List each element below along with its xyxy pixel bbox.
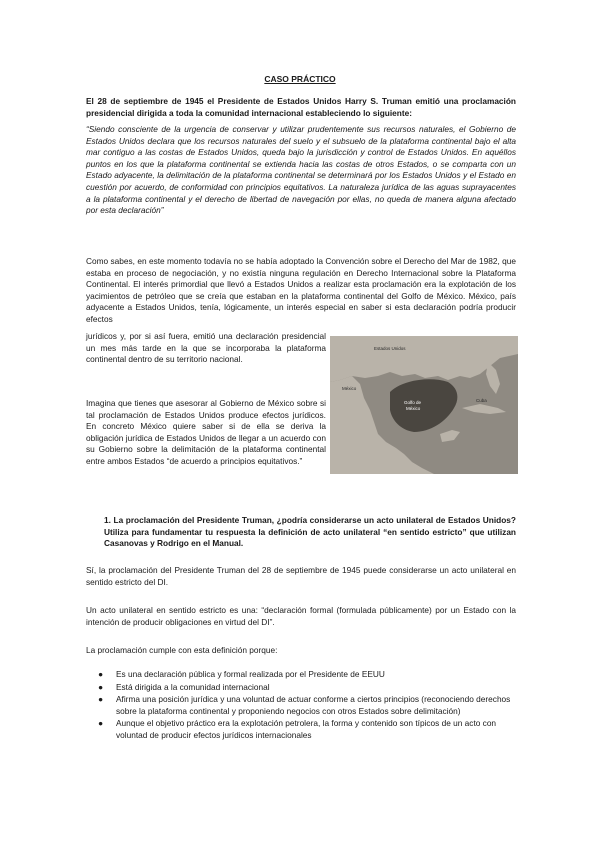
truman-quote: “Siendo consciente de la urgencia de conservar y utilizar prudentemente sus recursos naturales, el Gobierno de Estados Unidos declara que los recursos naturales del suelo y el subsuelo de la plataforma continental bajo el alta mar contiguo a las costas de Estados Unidos, queda bajo la jurisdicción y control de Estados Unidos. En aquéllos puntos en los que la plataforma continental se extienda hacia las costas de otros Estados, o se comparta con un Estado adyacente, la delimitación de la plataforma continental se determinará por los Estados Unidos y el Estado en cuestión por acuerdo, de conformidad con principios equitativos. La naturaleza jurídica de las aguas suprayacentes a la plataforma continental y el derecho de libertad de navegación por ellas, no queda de manera alguna afectado por esta declaración” [86, 124, 516, 216]
map-label-mexico: México [342, 386, 357, 391]
list-item-text: Es una declaración pública y formal realizada por el Presidente de EEUU [116, 669, 385, 679]
bullet-icon: ● [98, 694, 104, 705]
document-title: CASO PRÁCTICO [264, 74, 336, 84]
answer-bullet-list [86, 669, 516, 743]
context-paragraph-continued: jurídicos y, por si así fuera, emitió una declaración presidencial un mes más tarde en la que se incorporaba la plataforma continental dentro de su territorio nacional. [86, 331, 326, 365]
answer-paragraph-3: La proclamación cumple con esta definición porque: [86, 645, 278, 655]
context-paragraph: Como sabes, en este momento todavía no se había adoptado la Convención sobre el Derecho del Mar de 1982, que estaba en proceso de negociación, y no existía ninguna regulación en Derecho Internacional sobre la Plataforma Continental. El interés primordial que llevó a Estados Unidos a realizar esta proclamación era la explotación de los yacimientos de petróleo que se creía que estaban en la plataforma continental del Golfo de México. México, país adyacente a Estados Unidos, tenía, lógicamente, un interés especial en saber si esta declaración podría producir efectos [86, 256, 516, 324]
list-item [86, 718, 516, 741]
list-item-text: Afirma una posición jurídica y una voluntad de actuar conforme a ciertos principios (reconociendo derechos sobre la plataforma continental y proponiendo negocios con otros Estados sobre delimitación) [116, 694, 511, 716]
map-label-gulf-1: Golfo de [404, 400, 422, 405]
list-item-text: Está dirigida a la comunidad internacional [116, 681, 270, 692]
list-item-text: Aunque el objetivo práctico era la explotación petrolera, la forma y contenido son típicos de un acto con voluntad de producir efectos jurídicos internacionales [116, 718, 497, 740]
map-label-gulf-2: México [406, 406, 421, 411]
answer-paragraph-2: Un acto unilateral en sentido estricto es una: “declaración formal (formulada públicamente) por un Estado con la intención de producir obligaciones en virtud del DI”. [86, 605, 516, 627]
list-item [86, 682, 516, 694]
intro-paragraph: El 28 de septiembre de 1945 el Presidente de Estados Unidos Harry S. Truman emitió una proclamación presidencial dirigida a toda la comunidad internacional estableciendo lo siguiente: [86, 96, 516, 118]
answer-paragraph-1: Sí, la proclamación del Presidente Truman del 28 de septiembre de 1945 puede considerarse un acto unilateral en sentido estricto del DI. [86, 565, 516, 587]
task-paragraph: Imagina que tienes que asesorar al Gobierno de México sobre si tal proclamación de Estados Unidos produce efectos jurídicos. En concreto México quiere saber si de ella se deriva la obligación jurídica de Estados Unidos de llegar a un acuerdo con su Gobierno sobre la delimitación de la plataforma continental entre ambos Estados “de acuerdo a principios equitativos.” [86, 398, 326, 466]
question-text: La proclamación del Presidente Truman, ¿podría considerarse un acto unilateral de Estados Unidos? Utiliza para fundamentar tu respuesta la definición de acto unilateral “en sentido estricto” que utilizan Casanovas y Rodrigo en el Manual. [104, 515, 516, 549]
bullet-icon: ● [98, 669, 104, 679]
map-label-cuba: Cuba [476, 398, 487, 403]
map-label-us: Estados Unidos [374, 346, 406, 351]
list-item [86, 694, 516, 717]
list-item [86, 669, 516, 681]
bullet-icon: ● [98, 681, 104, 692]
bullet-icon: ● [98, 718, 104, 729]
question-1 [104, 515, 516, 550]
gulf-of-mexico-map [330, 336, 518, 474]
question-number: 1. [104, 515, 111, 525]
